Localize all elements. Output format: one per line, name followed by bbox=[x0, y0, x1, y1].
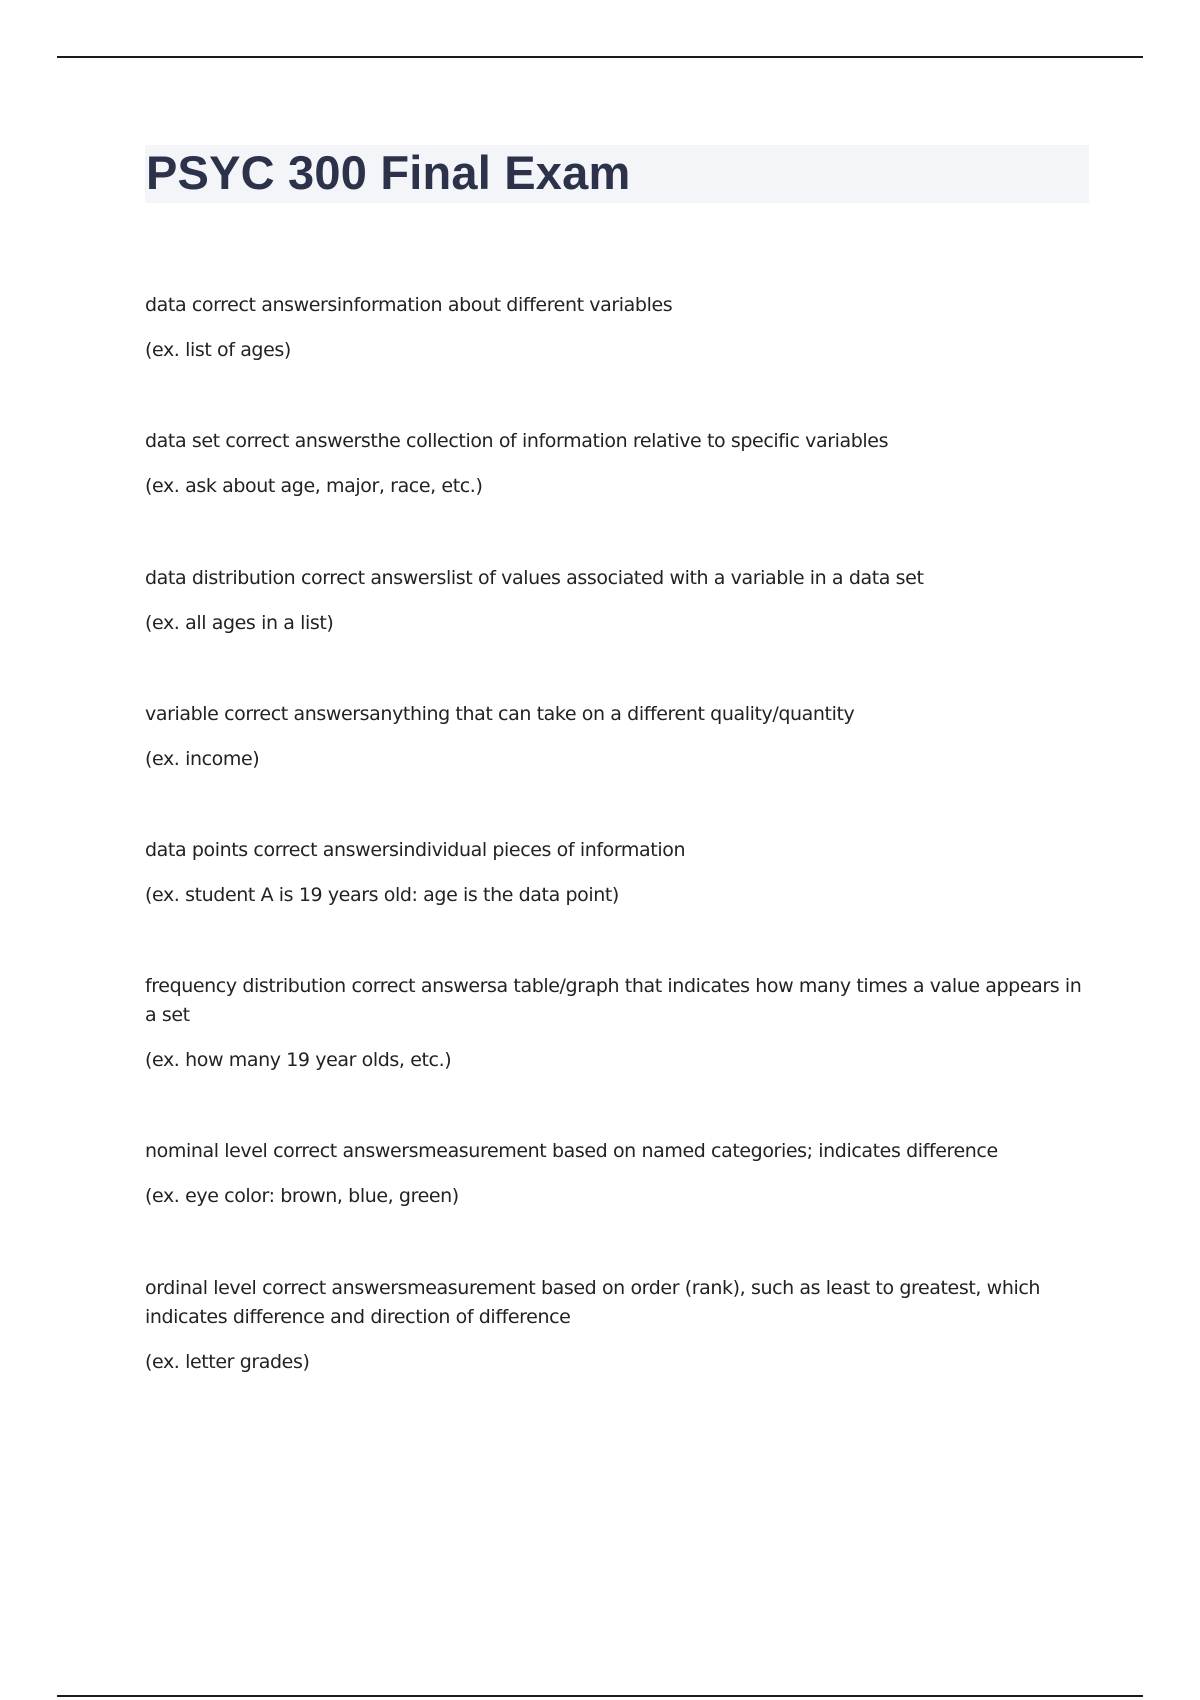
list-item bbox=[145, 1274, 1085, 1377]
list-item bbox=[145, 564, 1085, 638]
entry-definition: data set correct answersthe collection of information relative to specific variables bbox=[145, 430, 889, 452]
entry-definition: nominal level correct answersmeasurement based on named categories; indicates difference bbox=[145, 1140, 998, 1162]
entry-example: (ex. all ages in a list) bbox=[145, 612, 334, 634]
entry-example: (ex. income) bbox=[145, 748, 260, 770]
entry-definition: data correct answersinformation about different variables bbox=[145, 294, 673, 316]
list-item bbox=[145, 427, 1085, 501]
entry-definition: frequency distribution correct answersa table/graph that indicates how many times a value appears in a set bbox=[145, 975, 1082, 1026]
entry-definition: ordinal level correct answersmeasurement based on order (rank), such as least to greatest, which indicates difference and direction of difference bbox=[145, 1277, 1041, 1328]
entry-example: (ex. letter grades) bbox=[145, 1351, 310, 1373]
list-item bbox=[145, 291, 1085, 365]
entry-example: (ex. how many 19 year olds, etc.) bbox=[145, 1049, 452, 1071]
header-rule bbox=[57, 56, 1143, 58]
entry-example: (ex. ask about age, major, race, etc.) bbox=[145, 475, 483, 497]
list-item bbox=[145, 972, 1085, 1075]
entry-example: (ex. list of ages) bbox=[145, 339, 291, 361]
footer-rule bbox=[57, 1695, 1143, 1697]
entry-definition: variable correct answersanything that can take on a different quality/quantity bbox=[145, 703, 855, 725]
list-item bbox=[145, 1137, 1085, 1211]
list-item bbox=[145, 700, 1085, 774]
entry-example: (ex. eye color: brown, blue, green) bbox=[145, 1185, 459, 1207]
entry-definition: data points correct answersindividual pieces of information bbox=[145, 839, 686, 861]
entry-definition: data distribution correct answerslist of values associated with a variable in a data set bbox=[145, 567, 924, 589]
list-item bbox=[145, 836, 1085, 910]
entry-example: (ex. student A is 19 years old: age is the data point) bbox=[145, 884, 619, 906]
page-title: PSYC 300 Final Exam bbox=[146, 146, 631, 199]
